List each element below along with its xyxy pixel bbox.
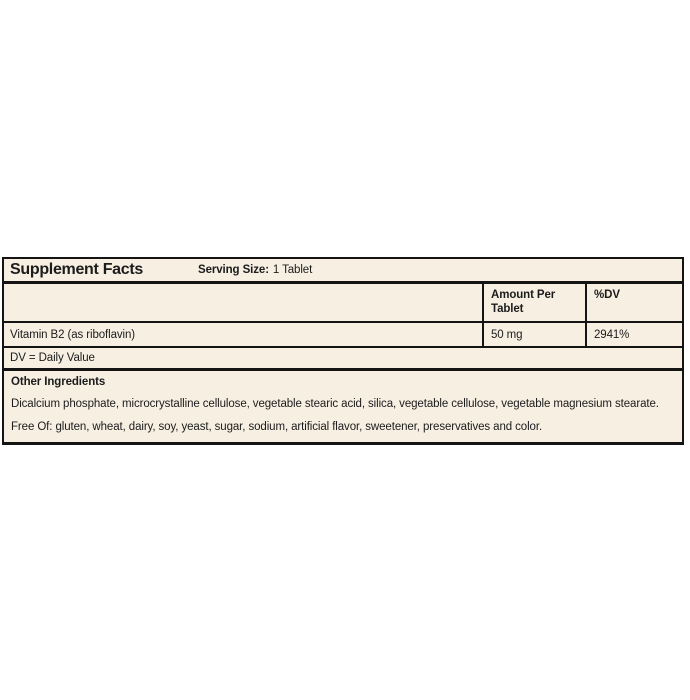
percent-dv-column-header: %DV (585, 284, 682, 321)
nutrient-column-header-empty (4, 284, 482, 321)
other-ingredients-section (4, 371, 682, 445)
serving-size-label: Serving Size: (198, 264, 269, 276)
free-of-statement: Free Of: gluten, wheat, dairy, soy, yeast, sugar, sodium, artificial flavor, sweetener, preservatives and color. (11, 421, 543, 433)
amount-per-tablet-column-header: Amount Per Tablet (482, 284, 585, 321)
serving-size-value: 1 Tablet (272, 264, 313, 276)
nutrient-name: Vitamin B2 (as riboflavin) (10, 328, 136, 341)
table-row (4, 323, 682, 348)
panel-title-row (4, 259, 682, 284)
supplement-facts-panel (2, 257, 684, 445)
serving-size (198, 259, 312, 281)
daily-value-footnote: DV = Daily Value (4, 348, 682, 371)
panel-title: Supplement Facts (10, 261, 144, 278)
other-ingredients-heading: Other Ingredients (11, 376, 106, 388)
column-header-row (4, 284, 682, 323)
nutrient-dv: 2941% (585, 323, 682, 346)
nutrient-amount: 50 mg (482, 323, 585, 346)
other-ingredients-list: Dicalcium phosphate, microcrystalline cellulose, vegetable stearic acid, silica, vegetable cellulose, vegetable magnesium stearate. (11, 398, 659, 410)
